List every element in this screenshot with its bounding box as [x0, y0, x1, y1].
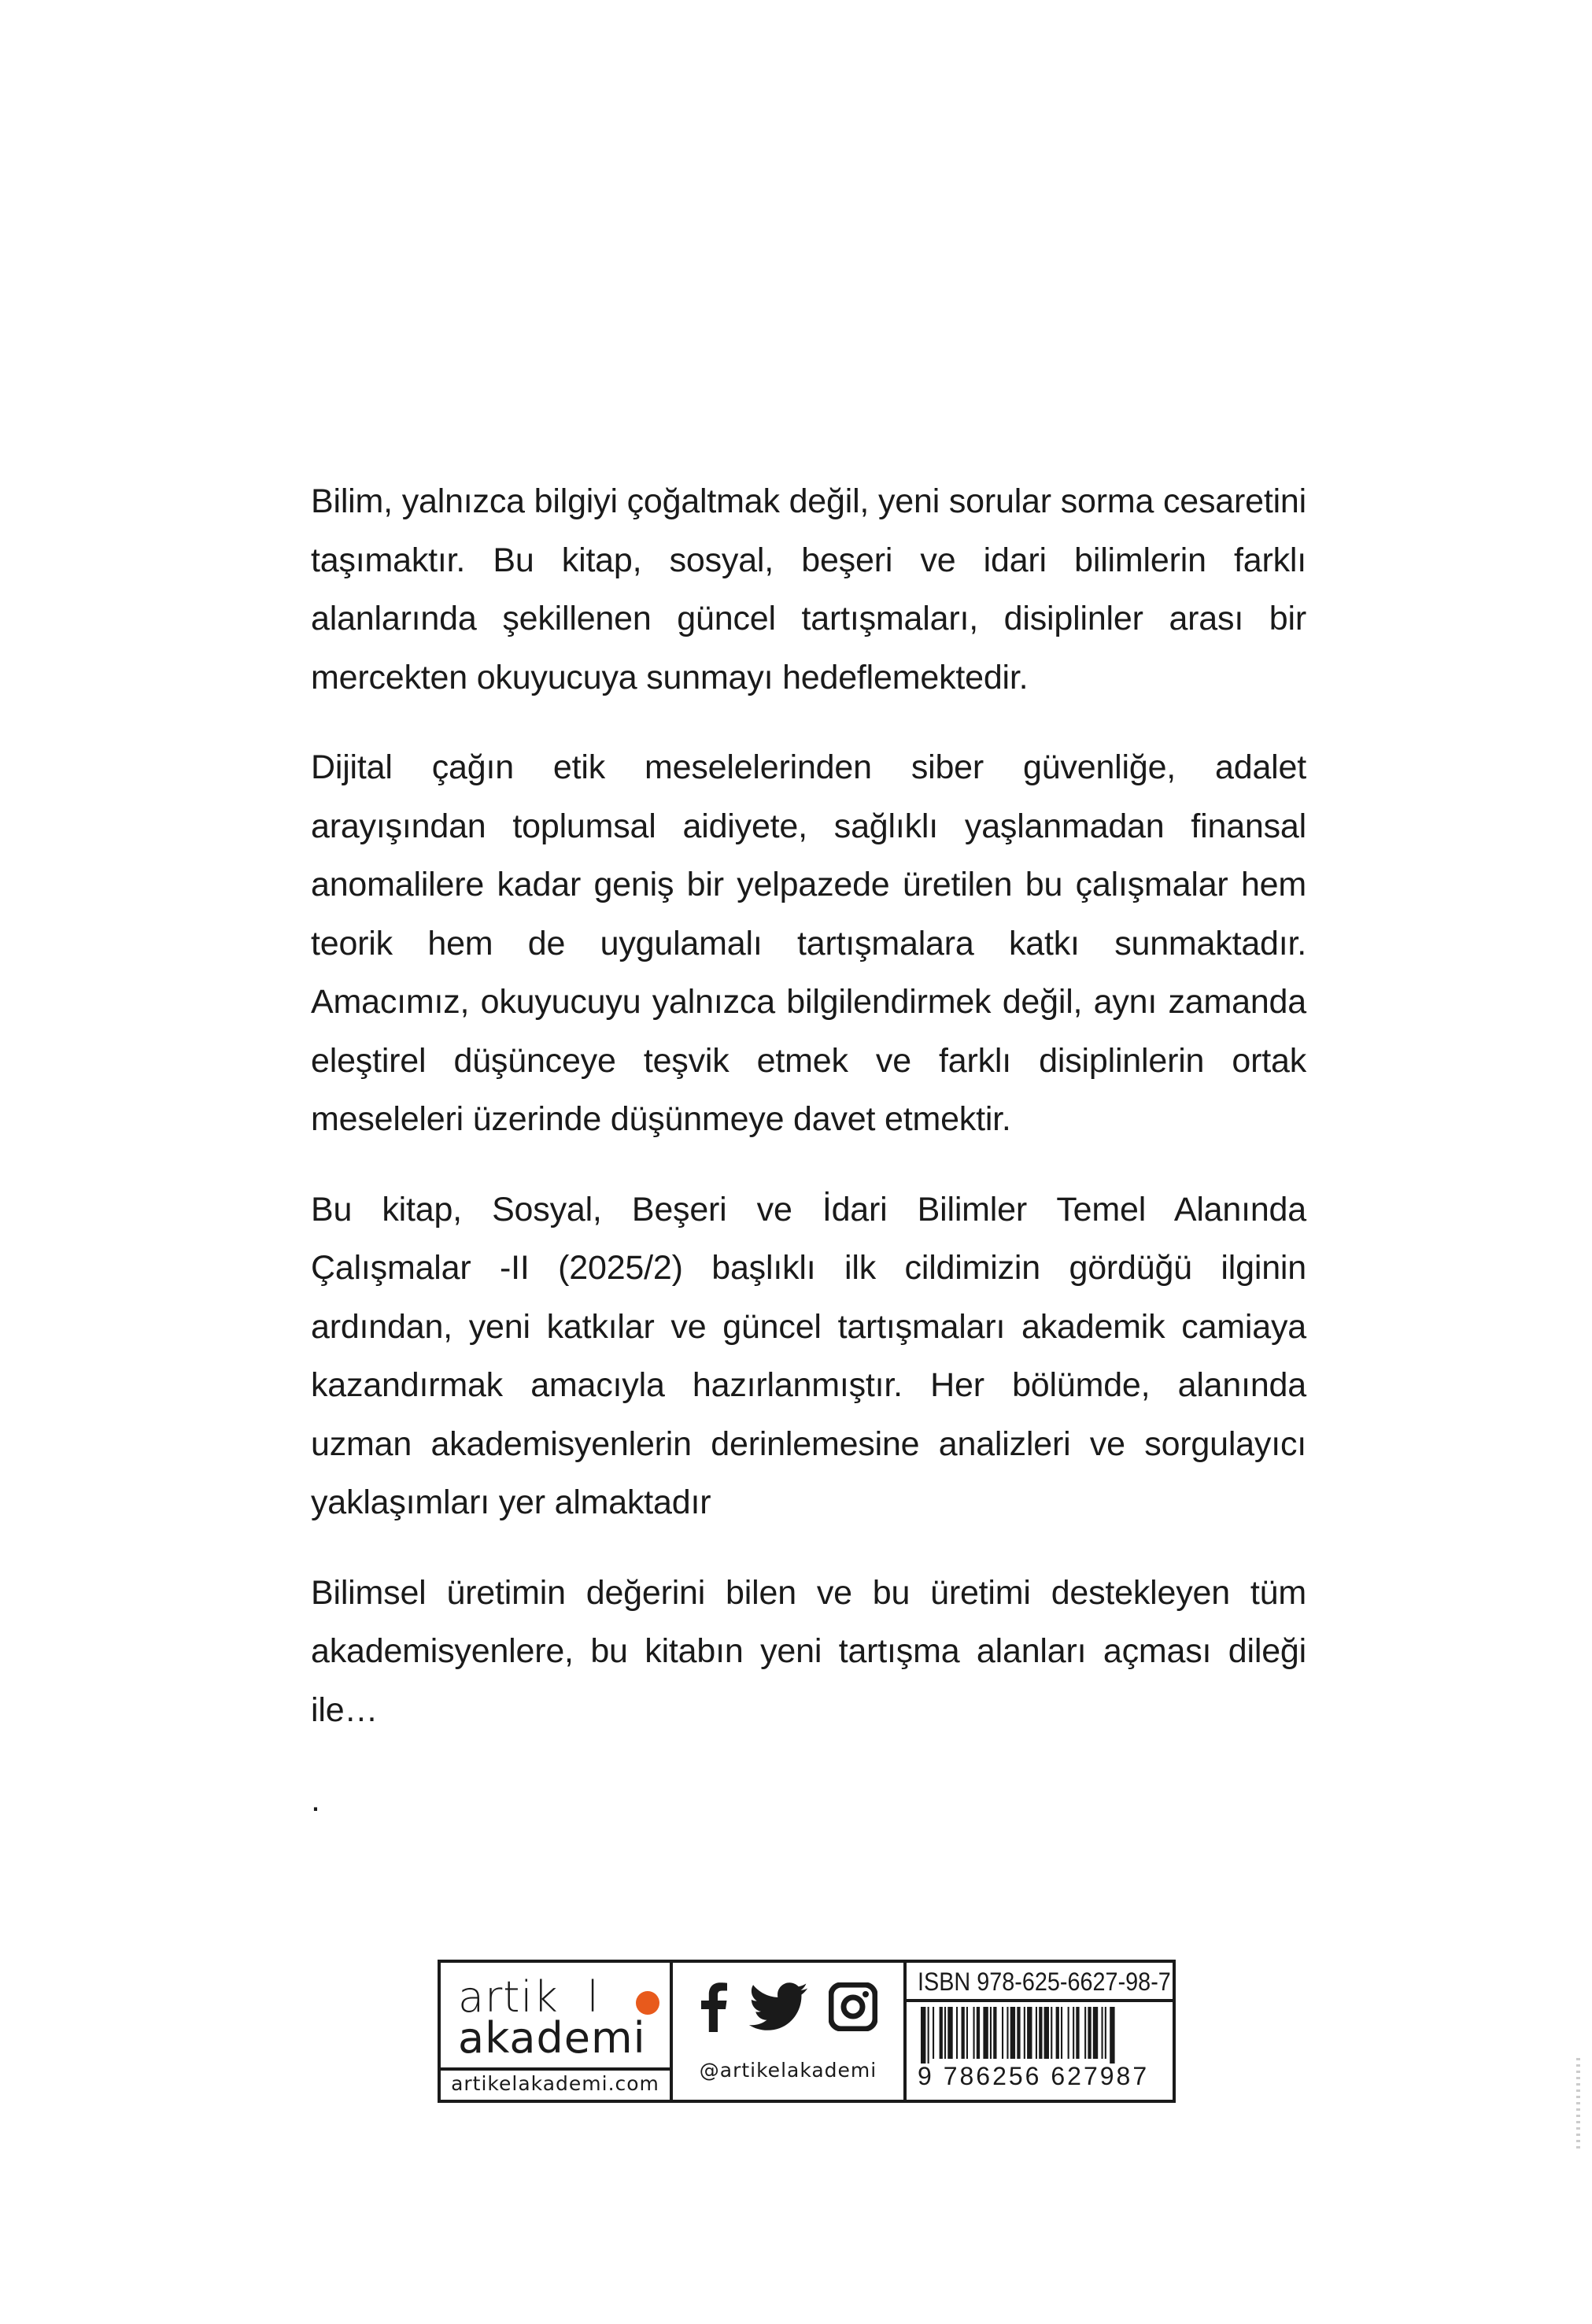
publisher-logo-cell — [441, 1963, 673, 2100]
paragraph-4: Bilimsel üretimin değerini bilen ve bu üretimi destekleyen tüm akademisyenlere, bu kitabın yeni tartışma alanları açması dileği ile… — [311, 1573, 1306, 1729]
paragraph-1: Bilim, yalnızca bilgiyi çoğaltmak değil, yeni sorular sorma cesaretini taşımaktır. Bu kitap, sosyal, beşeri ve idari bilimlerin farklı alanlarında şekillenen güncel tartışmaları, disiplinler arası bir mercekten okuyucuya sunmayı hedeflemektedir. — [311, 482, 1306, 696]
barcode-digits: 9 786256 627987 — [918, 2062, 1150, 2090]
barcode-bar — [1007, 2007, 1008, 2059]
barcode-bar — [1093, 2007, 1098, 2059]
logo-wordmark-bottom: akademi — [458, 2013, 646, 2063]
barcode-bar — [1084, 2007, 1086, 2059]
barcode-bar — [962, 2007, 965, 2059]
barcode-bar — [940, 2007, 943, 2059]
logo-text-artik: artik — [458, 1972, 559, 2022]
barcode-bar — [956, 2007, 958, 2059]
barcode-bar — [1068, 2007, 1069, 2059]
barcode-bar — [993, 2007, 996, 2059]
barcode-bar — [1039, 2007, 1042, 2059]
barcode-bar — [983, 2007, 988, 2059]
barcode-bar — [977, 2007, 980, 2059]
barcode-bar — [1076, 2007, 1079, 2059]
trailing-dot: . — [311, 1781, 320, 1819]
barcode-bar — [1036, 2007, 1037, 2059]
isbn-label: ISBN 978-625-6627-98-7 — [918, 1967, 1171, 1996]
logo-divider — [441, 2067, 670, 2071]
barcode-bar — [947, 2007, 952, 2059]
instagram-icon[interactable] — [829, 1982, 877, 2031]
logo-text-l: l — [586, 1972, 600, 2022]
barcode-bar — [966, 2007, 968, 2059]
barcode-bar — [1088, 2007, 1091, 2059]
barcode-bar — [1017, 2007, 1020, 2059]
website-link[interactable]: artikelakademi.com — [451, 2072, 659, 2095]
back-cover-text — [311, 472, 1306, 1861]
edge-crop-marks — [1576, 2058, 1581, 2152]
barcode-bar — [933, 2007, 934, 2059]
social-handle[interactable]: @artikelakademi — [699, 2059, 877, 2082]
barcode-bar — [1110, 2007, 1114, 2064]
paragraph-3: Bu kitap, Sosyal, Beşeri ve İdari Bilimler Temel Alanında Çalışmalar -II (2025/2) başlıklı ilk cildimizin gördüğü ilginin ardından, yeni katkılar ve güncel tartışmaları akademik camiaya kazandırmak amacıyla hazırlanmıştır. Her bölümde, alanında uzman akademisyenlerin derinlemesine analizleri ve sorgulayıcı yaklaşımları yer almaktadır — [311, 1190, 1306, 1521]
paragraph-2: Dijital çağın etik meselelerinden siber güvenliğe, adalet arayışından toplumsal aidiyete, sağlıklı yaşlanmadan finansal anomalilere kadar geniş bir yelpazede üretilen bu çalışmalar hem teorik hem de uygulamalı tartışmalara katkı sunmaktadır. Amacımız, okuyucuyu yalnızca bilgilendirmek değil, aynı zamanda eleştirel düşünceye teşvik etmek ve farklı disiplinlerin ortak meseleleri üzerinde düşünmeye davet etmektir. — [311, 748, 1306, 1138]
social-cell — [673, 1963, 907, 2100]
facebook-icon[interactable] — [700, 1982, 728, 2032]
barcode-icon — [921, 2007, 1157, 2064]
social-icons — [673, 1982, 903, 2032]
barcode-bar — [1002, 2007, 1003, 2059]
barcode-bar — [1102, 2007, 1103, 2059]
barcode-bar — [1044, 2007, 1049, 2059]
barcode-bar — [1073, 2007, 1074, 2059]
barcode-bar — [990, 2007, 992, 2059]
barcode-bar — [1027, 2007, 1032, 2059]
barcode-bar — [1051, 2007, 1052, 2059]
barcode-bar — [928, 2007, 929, 2064]
logo-orange-dot-icon — [636, 1991, 659, 2015]
isbn-divider — [907, 1999, 1173, 2002]
barcode-bar — [1061, 2007, 1062, 2059]
barcode-bar — [1010, 2007, 1015, 2059]
barcode-bar — [944, 2007, 946, 2059]
twitter-icon[interactable] — [748, 1982, 808, 2031]
barcode-bar — [973, 2007, 975, 2059]
isbn-cell — [907, 1963, 1173, 2100]
barcode-bar — [1056, 2007, 1059, 2059]
barcode-bar — [921, 2007, 925, 2064]
publisher-footer — [438, 1960, 1176, 2103]
barcode-bar — [1024, 2007, 1025, 2059]
barcode-bar — [1105, 2007, 1106, 2059]
